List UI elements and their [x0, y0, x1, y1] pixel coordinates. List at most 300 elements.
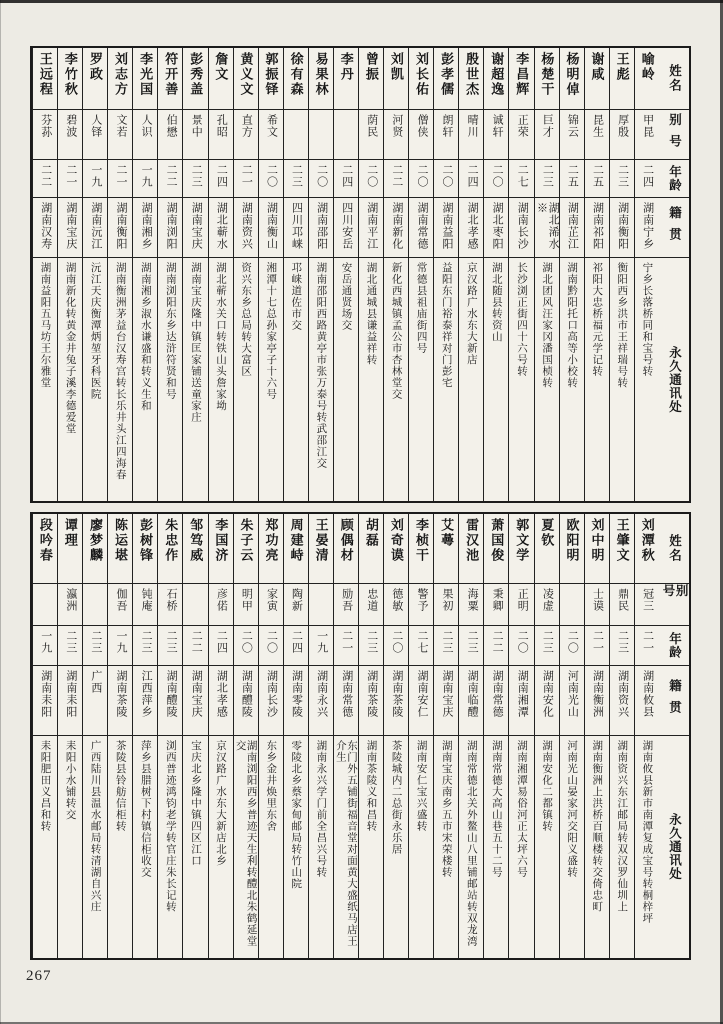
name-cell: [58, 514, 82, 584]
scan-edge-left: [0, 0, 1, 1024]
alias-cell: [409, 584, 433, 626]
native-text: 湖南祁阳: [591, 202, 604, 250]
header-name-cell: [659, 514, 689, 584]
alias-cell: [133, 584, 157, 626]
name-cell: [585, 514, 609, 584]
person-column: [408, 48, 433, 501]
name-text: 王彪: [614, 52, 630, 82]
native-text: 河南光山: [566, 670, 579, 718]
address-text: 湖南浏阳东乡达浒符贤和号: [164, 262, 176, 400]
alias-text: 海粟: [466, 588, 479, 612]
age-cell: [209, 160, 233, 198]
person-column: [408, 514, 433, 958]
alias-cell: [133, 110, 157, 160]
address-text: 湖南黔阳托口高等小校转: [566, 262, 578, 389]
address-cell: [610, 258, 634, 501]
native-text: 湖南耒阳: [64, 670, 77, 718]
native-cell: [83, 198, 107, 258]
name-cell: [158, 48, 182, 110]
address-cell: [108, 258, 132, 501]
age-text: 二〇: [566, 630, 579, 654]
name-text: 徐有森: [288, 52, 304, 97]
name-text: 廖梦麟: [87, 518, 103, 563]
native-text: 四川邛崃: [290, 202, 303, 250]
native-cell: [535, 666, 559, 736]
name-text: 李丹: [338, 52, 354, 82]
person-column: [634, 514, 659, 958]
alias-cell: [484, 110, 508, 160]
age-text: 二三: [89, 630, 102, 654]
native-text: 湖南宝庆: [190, 670, 203, 718]
name-text: 陈运堪: [113, 518, 129, 563]
address-text: 湖南攸县新市南潭复成宝号转桐梓坪: [641, 740, 653, 924]
native-text: 湖南衡阳: [115, 202, 127, 250]
address-text: 湖北通城县谦益祥转: [365, 262, 377, 366]
age-text: 二一: [240, 164, 253, 188]
name-cell: [610, 48, 634, 110]
header-name-label: 姓名: [667, 64, 682, 93]
native-cell: [83, 666, 107, 736]
age-cell: [183, 160, 207, 198]
alias-cell: [58, 110, 82, 160]
native-text: 湖南安仁: [415, 670, 428, 718]
age-text: 二二: [39, 164, 52, 188]
native-text: 湖南衡阳: [616, 202, 629, 250]
alias-cell: [259, 110, 283, 160]
address-cell: [560, 258, 584, 501]
native-cell: [33, 666, 57, 736]
age-cell: [234, 626, 258, 666]
page-number: 267: [26, 968, 52, 984]
age-text: 二三: [541, 164, 554, 188]
alias-cell: [183, 110, 207, 160]
person-column: [358, 514, 383, 958]
address-cell: [509, 258, 533, 501]
native-cell: [334, 198, 358, 258]
native-cell: [560, 198, 584, 258]
age-cell: [334, 160, 358, 198]
native-text: 湖南醴陵: [165, 670, 178, 718]
age-text: 一九: [115, 630, 127, 654]
address-text: 湖南安化二都镇转: [541, 740, 553, 832]
address-cell: [384, 736, 408, 958]
name-cell: [83, 514, 107, 584]
alias-cell: [158, 110, 182, 160]
age-cell: [33, 626, 57, 666]
address-text: 祁阳大忠桥福元学记转: [591, 262, 603, 377]
native-cell: [309, 198, 333, 258]
name-cell: [209, 48, 233, 110]
native-text: 湖南资兴: [240, 202, 253, 250]
person-column: [483, 48, 508, 501]
address-cell: [610, 736, 634, 958]
alias-cell: [434, 110, 458, 160]
alias-cell: [209, 584, 233, 626]
header-age-cell: [659, 160, 689, 198]
age-cell: [158, 160, 182, 198]
header-column: [659, 48, 689, 501]
name-cell: [183, 48, 207, 110]
alias-cell: [83, 584, 107, 626]
address-cell: [259, 258, 283, 501]
age-cell: [234, 160, 258, 198]
address-text: 湖南资兴东江邮局转双汉罗仙圳上: [616, 740, 628, 913]
name-cell: [58, 48, 82, 110]
name-text: 朱子云: [238, 518, 254, 563]
age-text: 二一: [641, 630, 654, 654]
alias-cell: [334, 584, 358, 626]
name-text: 彭孝儒: [439, 52, 455, 97]
alias-text: 德敏: [390, 588, 403, 612]
address-text: 益阳东门裕泰祥对门彭宅: [440, 262, 452, 389]
person-column: [182, 514, 207, 958]
address-cell: [133, 736, 157, 958]
age-text: 二三: [541, 630, 554, 654]
native-text: 湖南资兴: [616, 670, 629, 718]
alias-text: 伽吾: [115, 588, 127, 612]
age-text: 二一: [340, 630, 353, 654]
age-text: 二三: [616, 164, 629, 188]
person-column: [107, 48, 132, 501]
name-text: 李昌辉: [514, 52, 530, 97]
age-cell: [434, 160, 458, 198]
native-cell: [459, 198, 483, 258]
name-cell: [108, 514, 132, 584]
age-text: 二三: [165, 630, 178, 654]
native-text: 湖南湘乡: [140, 202, 153, 250]
person-column: [584, 48, 609, 501]
address-cell: [83, 736, 107, 958]
person-column: [208, 48, 233, 501]
person-column: [283, 514, 308, 958]
name-cell: [434, 514, 458, 584]
address-text: 资兴东乡总局转大富区: [240, 262, 252, 377]
age-cell: [459, 626, 483, 666]
alias-cell: [108, 110, 132, 160]
native-cell: [334, 666, 358, 736]
person-column: [157, 514, 182, 958]
address-cell: [108, 736, 132, 958]
address-cell: [459, 258, 483, 501]
alias-text: 石桥: [165, 588, 178, 612]
age-cell: [209, 626, 233, 666]
address-cell: [635, 258, 659, 501]
alias-text: 士谟: [591, 588, 604, 612]
alias-cell: [585, 110, 609, 160]
address-text: 新化西城镇孟公市杏林堂交: [390, 262, 402, 400]
name-cell: [33, 514, 57, 584]
alias-cell: [509, 584, 533, 626]
age-cell: [259, 626, 283, 666]
native-cell: [484, 666, 508, 736]
native-cell: [610, 666, 634, 736]
name-text: 雷汉池: [464, 518, 480, 563]
alias-text: 碧波: [64, 114, 77, 138]
alias-text: 凌虚: [541, 588, 554, 612]
address-cell: [434, 736, 458, 958]
age-text: 二三: [140, 630, 153, 654]
address-cell: [635, 736, 659, 958]
native-cell: [183, 198, 207, 258]
address-text: 东门外五铺街福音堂对面黄大盛纸马店王介生: [334, 740, 357, 947]
name-text: 符开善: [163, 52, 179, 97]
address-cell: [334, 736, 358, 958]
person-column: [559, 514, 584, 958]
name-cell: [560, 514, 584, 584]
native-text: 湖南汉寿: [39, 202, 52, 250]
name-text: 詹文: [213, 52, 229, 82]
name-text: 顾偶材: [338, 518, 354, 563]
age-text: 二三: [466, 630, 479, 654]
age-cell: [309, 626, 333, 666]
age-text: 二七: [415, 630, 428, 654]
age-cell: [259, 160, 283, 198]
native-text: 湖南茶陵: [390, 670, 403, 718]
native-text: 湖南安化: [541, 670, 554, 718]
name-text: 王肇文: [614, 518, 630, 563]
address-cell: [384, 258, 408, 501]
age-text: 二〇: [265, 164, 278, 188]
native-cell: [585, 198, 609, 258]
header-native-label: 籍贯: [667, 206, 682, 249]
alias-text: 果初: [441, 588, 454, 612]
alias-text: 河贤: [390, 114, 403, 138]
person-column: [132, 48, 157, 501]
native-cell: [234, 666, 258, 736]
native-text: 湖南茶陵: [115, 670, 127, 718]
native-text: 湖南宝庆: [64, 202, 77, 250]
name-cell: [635, 48, 659, 110]
name-cell: [484, 48, 508, 110]
alias-text: 文若: [115, 114, 127, 138]
native-text: 湖南临醴: [466, 670, 479, 718]
address-cell: [58, 258, 82, 501]
alias-text: 陶新: [290, 588, 303, 612]
native-text: 湖南零陵: [290, 670, 303, 718]
name-cell: [635, 514, 659, 584]
native-text: 湖南益阳: [441, 202, 454, 250]
alias-text: 芬荪: [39, 114, 52, 138]
alias-cell: [384, 110, 408, 160]
age-cell: [58, 160, 82, 198]
name-text: 谢超逸: [489, 52, 505, 97]
name-text: 王远程: [37, 52, 53, 97]
alias-cell: [509, 110, 533, 160]
native-cell: [108, 198, 132, 258]
name-cell: [108, 48, 132, 110]
native-text: 湖北孝感: [215, 670, 228, 718]
name-text: 欧阳明: [564, 518, 580, 563]
age-text: 一九: [39, 630, 52, 654]
native-cell: [635, 666, 659, 736]
native-cell: [610, 198, 634, 258]
alias-cell: [384, 584, 408, 626]
name-cell: [409, 514, 433, 584]
person-column: [383, 514, 408, 958]
native-text: 湖北浠水※: [535, 202, 559, 250]
native-text: 湖南衡山: [265, 202, 278, 250]
roster-table-bottom: [30, 512, 691, 960]
address-cell: [309, 258, 333, 501]
person-column: [609, 514, 634, 958]
name-cell: [284, 514, 308, 584]
native-cell: [183, 666, 207, 736]
name-cell: [284, 48, 308, 110]
native-cell: [434, 666, 458, 736]
address-text: 湖南宝庆隆中镇匡家铺送童家庄: [189, 262, 201, 423]
alias-text: 荫民: [365, 114, 378, 138]
age-cell: [108, 160, 132, 198]
alias-text: 伯懋: [165, 114, 178, 138]
native-cell: [284, 198, 308, 258]
age-text: 二〇: [315, 164, 328, 188]
name-cell: [234, 48, 258, 110]
address-cell: [409, 258, 433, 501]
alias-cell: [359, 584, 383, 626]
alias-text: 励吾: [340, 588, 353, 612]
native-text: 湖北蕲水: [215, 202, 228, 250]
address-cell: [183, 258, 207, 501]
name-text: 黄义文: [238, 52, 254, 97]
person-column: [308, 48, 333, 501]
header-age-label: 年龄: [667, 165, 682, 192]
name-text: 胡磊: [363, 518, 379, 548]
address-text: 宝庆北乡隆中镇四区江口: [189, 740, 201, 867]
name-text: 谢咸: [589, 52, 605, 82]
alias-cell: [259, 584, 283, 626]
address-cell: [209, 258, 233, 501]
age-text: 二四: [215, 164, 228, 188]
header-native-cell: [659, 198, 689, 258]
age-cell: [384, 626, 408, 666]
person-column: [283, 48, 308, 501]
age-text: 二一: [115, 164, 127, 188]
alias-cell: [484, 584, 508, 626]
address-cell: [83, 258, 107, 501]
alias-text: 瀛洲: [64, 588, 77, 612]
alias-text: 警予: [415, 588, 428, 612]
alias-text: 锦云: [566, 114, 579, 138]
age-text: 二七: [516, 164, 529, 188]
name-text: 郑功亮: [263, 518, 279, 563]
name-cell: [535, 514, 559, 584]
header-address-label: 永久通讯处: [667, 345, 682, 414]
person-column: [508, 48, 533, 501]
age-cell: [359, 626, 383, 666]
address-cell: [560, 736, 584, 958]
name-cell: [158, 514, 182, 584]
name-text: 李光国: [138, 52, 154, 97]
age-cell: [560, 626, 584, 666]
native-cell: [58, 666, 82, 736]
age-cell: [409, 626, 433, 666]
person-column: [433, 514, 458, 958]
header-age-cell: [659, 626, 689, 666]
name-text: 杨楚干: [539, 52, 555, 97]
native-cell: [58, 198, 82, 258]
alias-cell: [635, 110, 659, 160]
age-cell: [158, 626, 182, 666]
address-cell: [434, 258, 458, 501]
age-cell: [133, 160, 157, 198]
name-text: 王晏清: [313, 518, 329, 563]
alias-cell: [33, 584, 57, 626]
name-text: 罗政: [87, 52, 103, 82]
alias-text: 朗轩: [441, 114, 454, 138]
person-column: [32, 514, 57, 958]
native-cell: [158, 198, 182, 258]
name-cell: [610, 514, 634, 584]
address-text: 茶陵县铃舫信柜转: [114, 740, 126, 832]
address-cell: [284, 258, 308, 501]
header-address-label: 永久通讯处: [667, 813, 682, 881]
address-text: 湖北随县转资山: [490, 262, 502, 343]
name-cell: [259, 514, 283, 584]
native-text: 湖南长沙: [516, 202, 529, 250]
name-cell: [183, 514, 207, 584]
age-cell: [284, 626, 308, 666]
age-cell: [33, 160, 57, 198]
age-text: 二一: [64, 164, 77, 188]
alias-text: 正明: [516, 588, 529, 612]
alias-cell: [535, 110, 559, 160]
native-cell: [409, 198, 433, 258]
native-text: 湖南耒阳: [39, 670, 52, 718]
alias-cell: [635, 584, 659, 626]
name-text: 刘中明: [589, 518, 605, 563]
name-cell: [535, 48, 559, 110]
age-text: 二〇: [516, 630, 529, 654]
age-text: 一九: [315, 630, 328, 654]
name-text: 刘潭秋: [639, 518, 655, 563]
age-text: 二四: [340, 164, 353, 188]
age-text: 二〇: [390, 630, 403, 654]
address-text: 萍乡县腊树下村镇信柜收交: [139, 740, 151, 878]
name-cell: [309, 514, 333, 584]
age-text: 二三: [290, 164, 303, 188]
person-column: [258, 48, 283, 501]
name-text: 刘志方: [113, 52, 129, 97]
address-text: 湖南茶陵义和昌转: [365, 740, 377, 832]
age-cell: [384, 160, 408, 198]
alias-cell: [309, 110, 333, 160]
native-cell: [509, 666, 533, 736]
person-column: [82, 48, 107, 501]
alias-cell: [459, 584, 483, 626]
name-text: 彭树锋: [138, 518, 154, 563]
native-text: 湖南常德: [415, 202, 428, 250]
alias-cell: [58, 584, 82, 626]
name-cell: [560, 48, 584, 110]
name-text: 喻岭: [639, 52, 655, 82]
person-column: [333, 514, 358, 958]
native-text: 湖南茶陵: [365, 670, 378, 718]
address-text: 湖南邵阳西路黄亭市张万泰号转武邵江交: [315, 262, 327, 469]
name-cell: [309, 48, 333, 110]
age-text: 二〇: [265, 630, 278, 654]
native-text: 湖南长沙: [265, 670, 278, 718]
age-cell: [434, 626, 458, 666]
age-text: 二二: [491, 630, 504, 654]
name-text: 邹笃威: [188, 518, 204, 563]
address-cell: [183, 736, 207, 958]
address-cell: [459, 736, 483, 958]
age-text: 二二: [390, 164, 403, 188]
address-text: 湖南常德北关外鳌山八里铺邮站转双龙湾: [465, 740, 477, 947]
header-native-label: 籍贯: [667, 679, 682, 722]
native-cell: [409, 666, 433, 736]
address-cell: [158, 736, 182, 958]
